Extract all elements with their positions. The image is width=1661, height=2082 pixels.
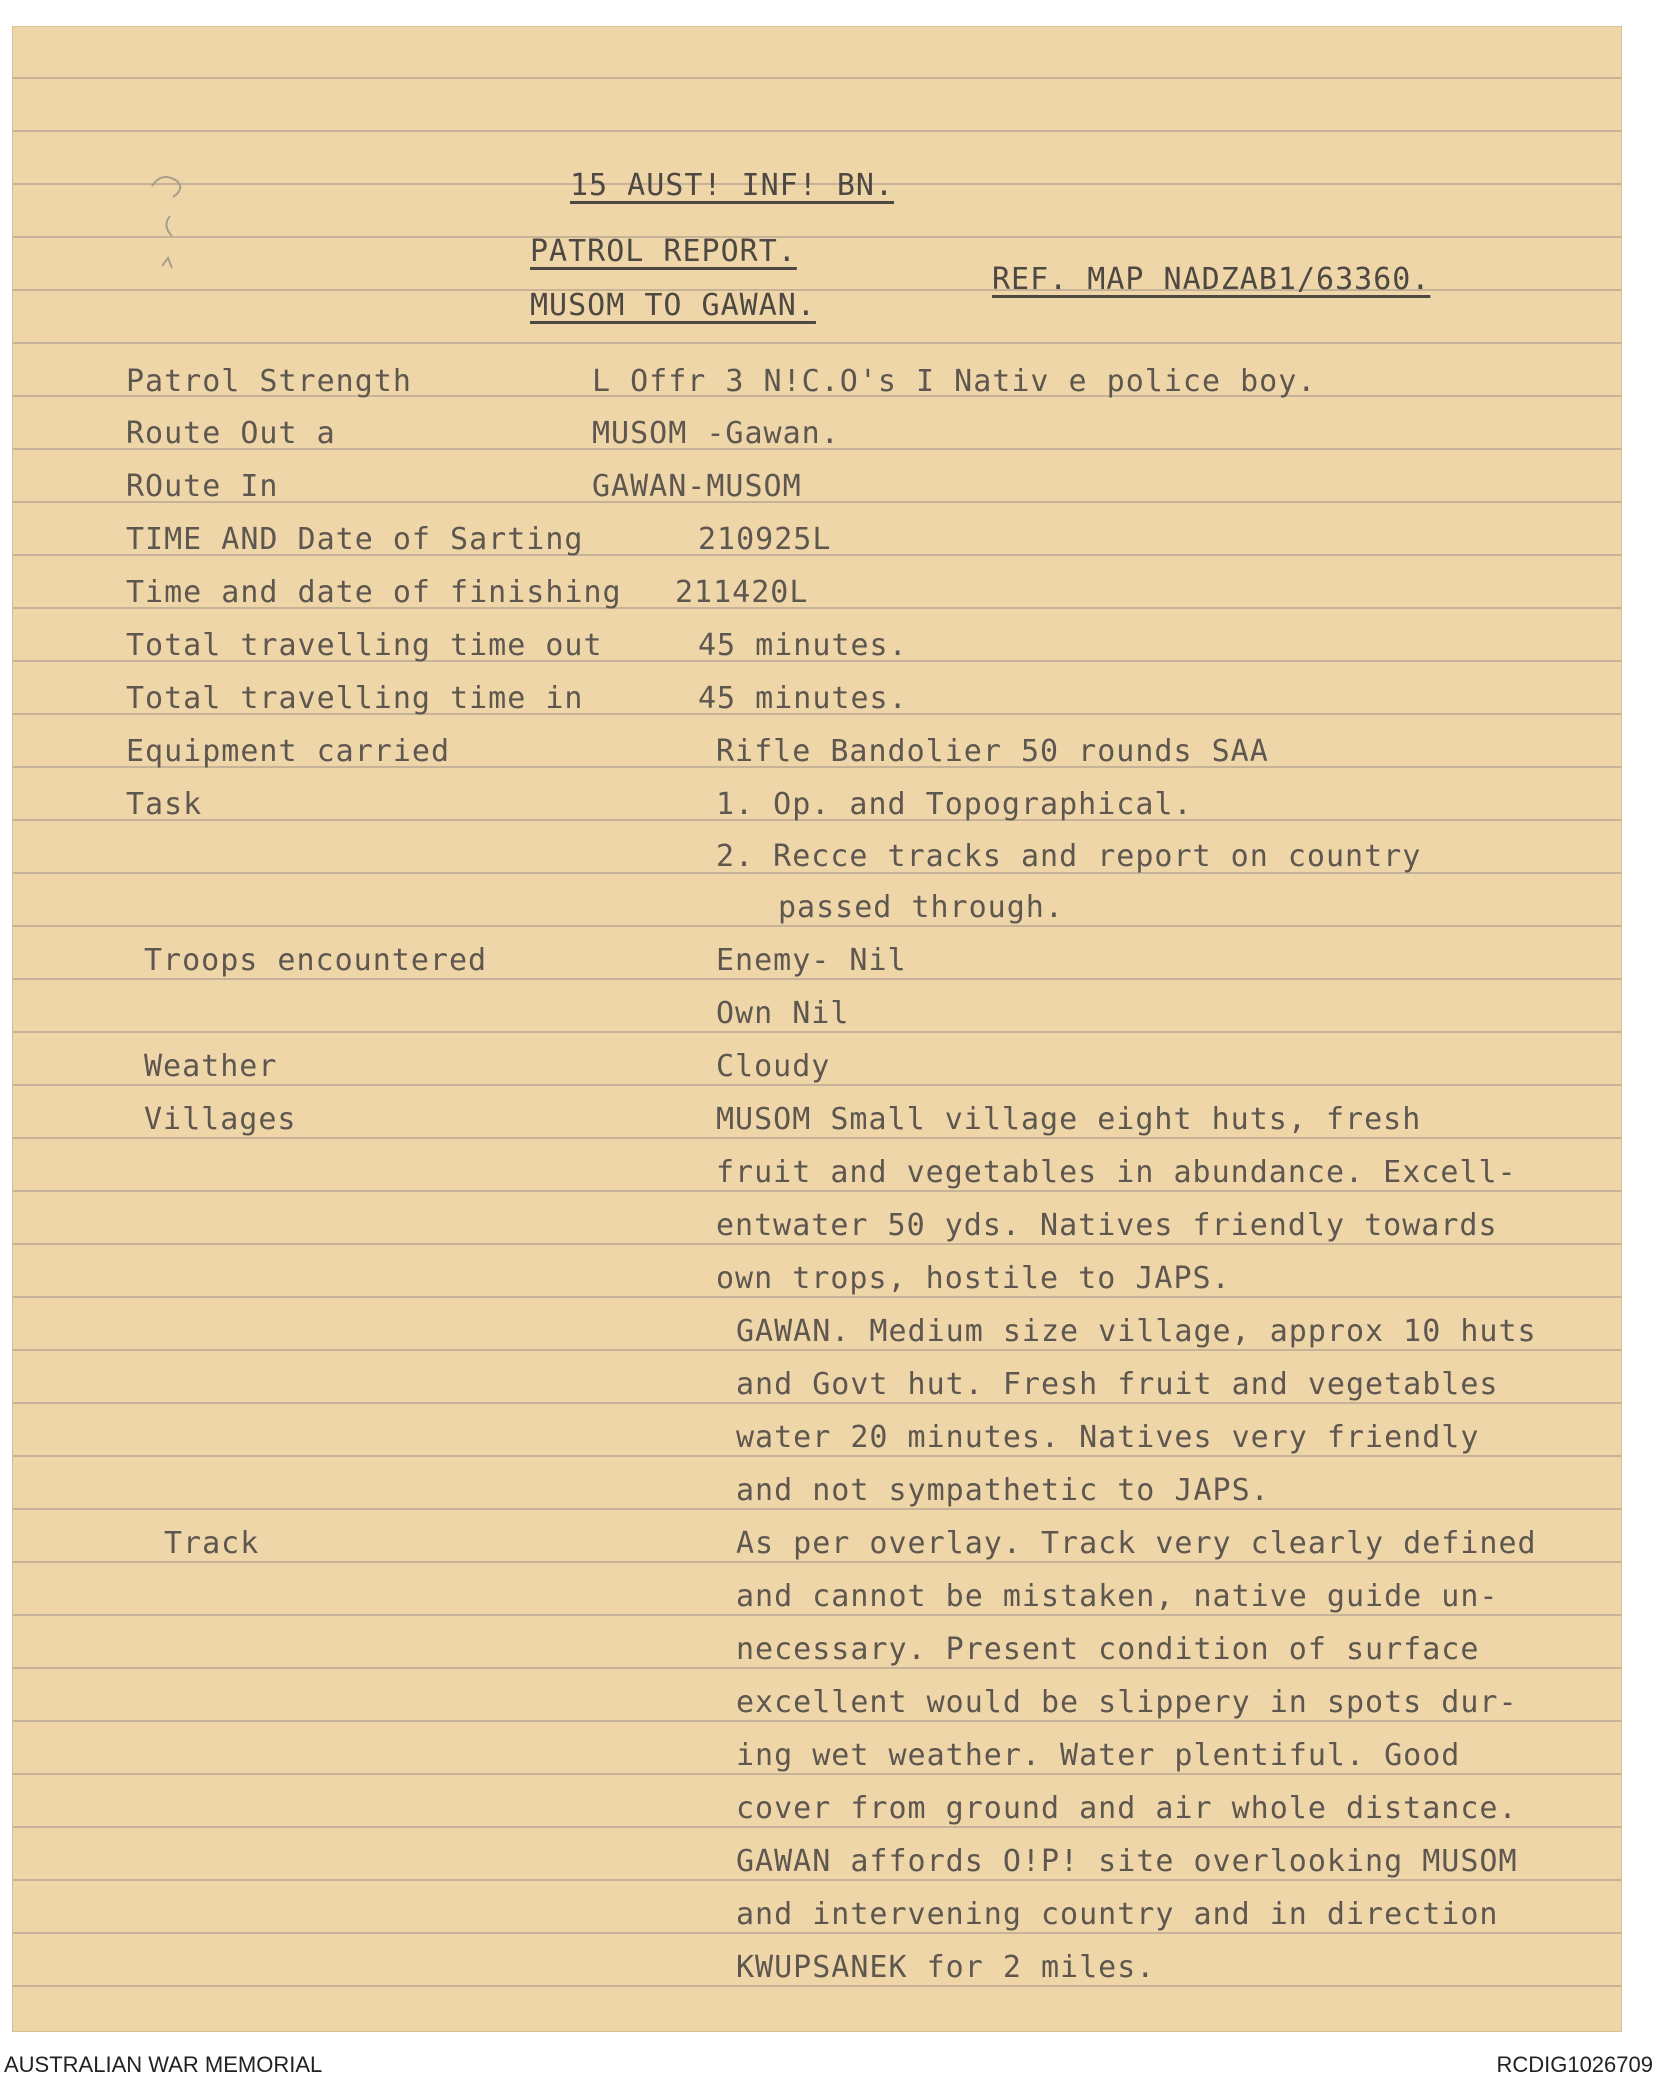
track-line: excellent would be slippery in spots dur- — [736, 1685, 1518, 1720]
report-title: PATROL REPORT. — [530, 234, 797, 269]
field-label: Total travelling time in — [126, 681, 584, 716]
track-line: ing wet weather. Water plentiful. Good — [736, 1738, 1461, 1773]
footer-source: AUSTRALIAN WAR MEMORIAL — [4, 2052, 323, 2077]
task-line-2: 2. Recce tracks and report on country — [716, 839, 1422, 874]
villages-label: Villages — [144, 1102, 297, 1137]
task-line-3: passed through. — [778, 890, 1064, 925]
track-label: Track — [164, 1526, 260, 1561]
weather-value: Cloudy — [716, 1049, 831, 1084]
field-label: Route Out a — [126, 416, 336, 451]
field-value: 1. Op. and Topographical. — [716, 787, 1193, 822]
field-value: 45 minutes. — [698, 681, 908, 716]
track-line: and cannot be mistaken, native guide un- — [736, 1579, 1499, 1614]
field-value: MUSOM -Gawan. — [592, 416, 840, 451]
unit-heading: 15 AUST! INF! BN. — [570, 168, 895, 203]
troops-enemy: Enemy- Nil — [716, 943, 907, 978]
document-sheet — [12, 26, 1622, 2032]
troops-label: Troops encountered — [144, 943, 488, 978]
field-value: 210925L — [698, 522, 832, 557]
troops-own: Own Nil — [716, 996, 850, 1031]
map-reference: REF. MAP NADZAB1/63360. — [992, 262, 1431, 297]
track-line: cover from ground and air whole distance. — [736, 1791, 1518, 1826]
footer-id: RCDIG1026709 — [1496, 2052, 1653, 2077]
musom-line: MUSOM Small village eight huts, fresh — [716, 1102, 1422, 1137]
pencil-marks — [132, 156, 212, 300]
musom-line: entwater 50 yds. Natives friendly towards — [716, 1208, 1498, 1243]
field-label: Patrol Strength — [126, 364, 412, 399]
gawan-line: GAWAN. Medium size village, approx 10 huts — [736, 1314, 1537, 1349]
field-value: 45 minutes. — [698, 628, 908, 663]
gawan-line: and not sympathetic to JAPS. — [736, 1473, 1270, 1508]
gawan-line: water 20 minutes. Natives very friendly — [736, 1420, 1480, 1455]
track-line: KWUPSANEK for 2 miles. — [736, 1950, 1156, 1985]
field-label: Total travelling time out — [126, 628, 603, 663]
field-value: L Offr 3 N!C.O's I Nativ e police boy. — [592, 364, 1317, 399]
weather-label: Weather — [144, 1049, 278, 1084]
track-line: As per overlay. Track very clearly defined — [736, 1526, 1537, 1561]
field-value: GAWAN-MUSOM — [592, 469, 802, 504]
field-value: 211420L — [675, 575, 809, 610]
field-label: Time and date of finishing — [126, 575, 622, 610]
track-line: and intervening country and in direction — [736, 1897, 1499, 1932]
field-value: Rifle Bandolier 50 rounds SAA — [716, 734, 1269, 769]
field-label: TIME AND Date of Sarting — [126, 522, 584, 557]
field-label: Equipment carried — [126, 734, 451, 769]
route-title: MUSOM TO GAWAN. — [530, 288, 816, 323]
field-label: ROute In — [126, 469, 279, 504]
field-label: Task — [126, 787, 203, 822]
gawan-line: and Govt hut. Fresh fruit and vegetables — [736, 1367, 1499, 1402]
musom-line: fruit and vegetables in abundance. Excell- — [716, 1155, 1517, 1190]
track-line: GAWAN affords O!P! site overlooking MUSOM — [736, 1844, 1518, 1879]
musom-line: own trops, hostile to JAPS. — [716, 1261, 1231, 1296]
track-line: necessary. Present condition of surface — [736, 1632, 1480, 1667]
